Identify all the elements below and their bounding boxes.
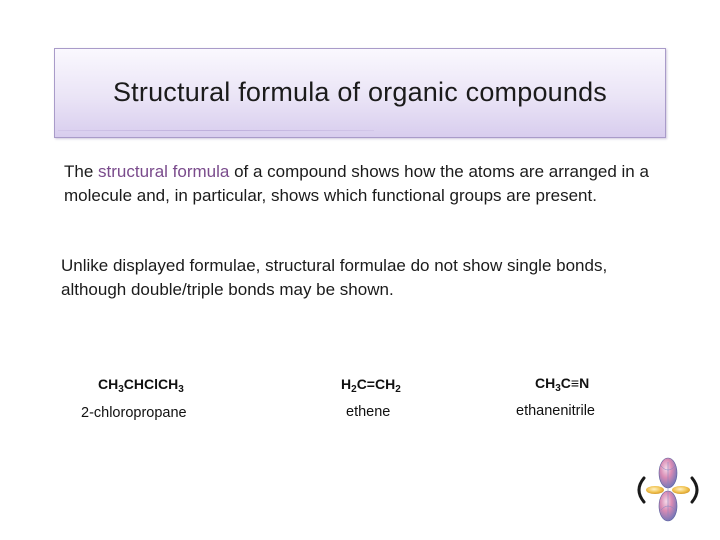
- formula-ethene: [341, 376, 401, 395]
- highlighted-term: structural formula: [98, 162, 230, 181]
- formula-part: C=CH: [356, 376, 396, 392]
- formula-subscript: 3: [555, 383, 561, 394]
- formula-part: H: [341, 376, 352, 392]
- definition-lead: The: [64, 162, 99, 181]
- title-underline: [58, 130, 374, 131]
- formula-subscript: 3: [178, 384, 184, 395]
- formula-subscript: 3: [118, 384, 124, 395]
- carbon-orbital-logo-icon: [630, 456, 706, 526]
- slide-title: Structural formula of organic compounds: [112, 77, 608, 107]
- formula-2-chloropropane: [98, 376, 184, 395]
- title-box: [54, 48, 666, 138]
- formula-part: CH: [98, 376, 119, 392]
- name-ethene: ethene: [346, 404, 391, 420]
- name-ethanenitrile: ethanenitrile: [516, 403, 595, 419]
- formula-part: CHClCH: [123, 376, 179, 392]
- bonds-paragraph: Unlike displayed formulae, structural formulae do not show single bonds, although double/triple bonds may be shown.: [61, 256, 608, 299]
- formula-subscript: 2: [351, 384, 357, 395]
- formula-ethanenitrile: [535, 375, 589, 394]
- definition-rest: of a compound shows how the atoms are arranged in a molecule and, in particular, shows which functional groups are present.: [64, 162, 649, 205]
- definition-paragraph: [64, 160, 664, 208]
- formula-part: CH: [535, 375, 556, 391]
- formula-part: C≡N: [560, 375, 590, 391]
- name-2-chloropropane: 2-chloropropane: [81, 405, 187, 421]
- formula-subscript: 2: [395, 384, 401, 395]
